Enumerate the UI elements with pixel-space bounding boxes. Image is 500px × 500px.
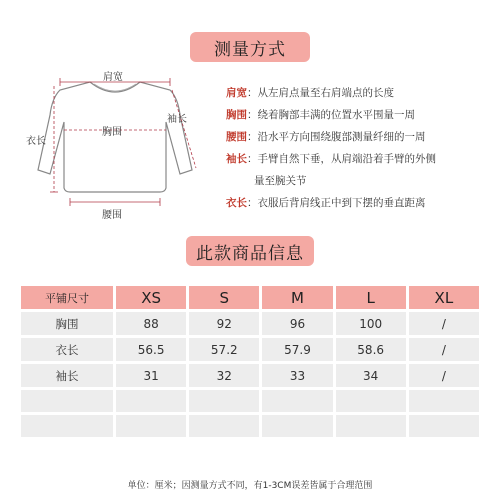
desc-sleeve-continued: 量至腕关节 [254, 175, 307, 187]
table-cell: 88 [116, 312, 186, 335]
unit-note: 单位：厘米；因测量方式不同，有1-3CM误差皆属于合理范围 [127, 481, 373, 491]
table-cell: / [409, 364, 479, 387]
neckline-inner [94, 84, 136, 91]
label-length: 衣长 [26, 136, 46, 147]
table-cell: 92 [189, 312, 259, 335]
shirt-illustration [20, 60, 210, 225]
definition-waist [226, 126, 496, 148]
section-title-product-info-text: 此款商品信息 [196, 243, 304, 264]
desc-shoulder: ：从左肩点量至右肩端点的长度 [247, 87, 394, 99]
definition-length [226, 192, 496, 214]
table-cell: 33 [262, 364, 332, 387]
header-cell: XL [409, 286, 479, 309]
definition-shoulder [226, 82, 496, 104]
header-cell: S [189, 286, 259, 309]
table-cell: / [409, 312, 479, 335]
desc-length: ：衣服后背肩线正中到下摆的垂直距离 [247, 197, 426, 209]
table-cell: 32 [189, 364, 259, 387]
table-cell [116, 415, 186, 437]
desc-chest: ：绕着胸部丰满的位置水平围量一周 [247, 109, 415, 121]
row-label: 衣长 [21, 338, 113, 361]
size-table [18, 283, 482, 440]
term-length: 衣长 [226, 197, 247, 209]
desc-waist: ：沿水平方向围绕腹部测量纤细的一周 [247, 131, 426, 143]
table-cell: 96 [262, 312, 332, 335]
term-shoulder: 肩宽 [226, 87, 247, 99]
table-cell: 100 [336, 312, 406, 335]
label-chest: 胸围 [102, 127, 122, 138]
table-cell [189, 390, 259, 412]
definition-chest [226, 104, 496, 126]
size-table-header [21, 286, 479, 309]
table-row [21, 390, 479, 412]
header-cell: M [262, 286, 332, 309]
row-label: 袖长 [21, 364, 113, 387]
desc-sleeve: ：手臂自然下垂，从肩端沿着手臂的外侧 [247, 153, 436, 165]
table-cell: 57.9 [262, 338, 332, 361]
table-row [21, 415, 479, 437]
table-row [21, 312, 479, 335]
table-cell [336, 415, 406, 437]
table-row [21, 364, 479, 387]
term-chest: 胸围 [226, 109, 247, 121]
table-cell [21, 415, 113, 437]
section-title-measurement [190, 32, 310, 62]
table-cell [21, 390, 113, 412]
header-cell: L [336, 286, 406, 309]
label-sleeve: 袖长 [167, 114, 187, 125]
row-label: 胸围 [21, 312, 113, 335]
section-title-measurement-text: 测量方式 [214, 39, 286, 60]
label-waist: 腰围 [102, 210, 122, 221]
table-cell [262, 390, 332, 412]
table-cell: 57.2 [189, 338, 259, 361]
header-cell: 平铺尺寸 [21, 286, 113, 309]
table-cell [409, 390, 479, 412]
table-cell: 31 [116, 364, 186, 387]
table-row [21, 338, 479, 361]
term-sleeve: 袖长 [226, 153, 247, 165]
definition-sleeve [226, 148, 496, 192]
table-cell: 56.5 [116, 338, 186, 361]
label-shoulder: 肩宽 [103, 72, 123, 83]
term-waist: 腰围 [226, 131, 247, 143]
table-cell [189, 415, 259, 437]
garment-diagram [20, 60, 210, 225]
measurement-definitions [226, 82, 496, 214]
table-cell: 34 [336, 364, 406, 387]
table-cell [262, 415, 332, 437]
table-cell [409, 415, 479, 437]
table-cell: 58.6 [336, 338, 406, 361]
header-cell: XS [116, 286, 186, 309]
table-cell [116, 390, 186, 412]
section-title-product-info [186, 236, 314, 266]
table-cell: / [409, 338, 479, 361]
table-cell [336, 390, 406, 412]
